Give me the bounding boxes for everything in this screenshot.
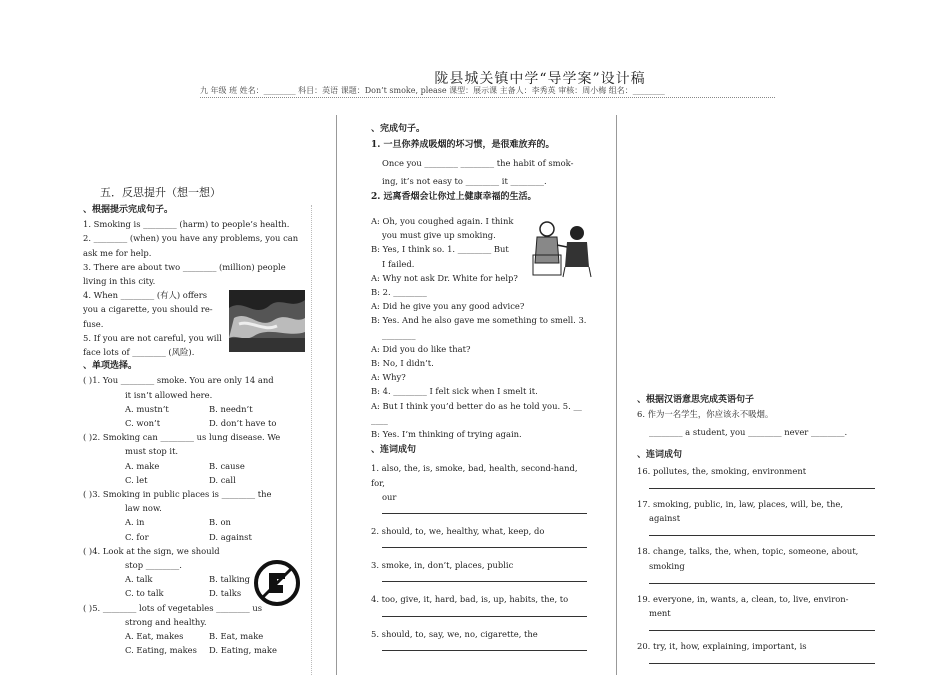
question-19-line1: 19. everyone, in, wants, a, clean, to, live, environ- (637, 593, 849, 604)
multiple-choice-heading: 、单项选择。 (83, 361, 138, 372)
column-divider-left-dotted (311, 205, 312, 675)
question-5-line2: face lots of ________ (风险). (83, 347, 195, 358)
answer-line[interactable] (382, 615, 587, 617)
mc-stem-cont: strong and healthy. (125, 616, 207, 627)
question-4-line1: 4. When ________ (有人) offers (83, 290, 208, 301)
translation-heading: 、根据汉语意思完成英语句子 (637, 395, 755, 405)
mc-stem: ( )2. Smoking can ________ us lung disease. We (83, 432, 281, 443)
option-b: B. Eat, make (209, 630, 264, 641)
right-column (637, 393, 877, 664)
question-19-line2: ment (649, 608, 671, 619)
dialogue-line: ________ (382, 329, 416, 340)
sentence-1-english-line2: ing, it’s not easy to ________ it ________. (382, 175, 547, 186)
option-d: D. don’t have to (209, 418, 277, 429)
question-18-line1: 18. change, talks, the, when, topic, someone, about, (637, 546, 859, 557)
question-4-line3: fuse. (83, 318, 104, 329)
answer-line[interactable] (382, 546, 587, 548)
answer-line[interactable] (382, 580, 587, 582)
mc-stem: ( )3. Smoking in public places is ________ the (83, 489, 272, 499)
dialogue-line: I failed. (382, 258, 415, 269)
sentence-1-english-line1: Once you ________ ________ the habit of smok- (382, 158, 574, 169)
dialogue-line: B: Yes, I think so. 1. ________ But (371, 244, 509, 255)
answer-line[interactable] (649, 534, 875, 536)
question-16: 16. pollutes, the, smoking, environment (637, 465, 807, 476)
header-info-line: 九 年级 班 姓名：________ 科目：英语 课题：Don’t smoke, please 课型：展示课 主备人：李秀英 审核：周小梅 组名：________ (200, 85, 775, 98)
dialogue-line: ____ (371, 414, 388, 425)
option-d: D. Eating, make (209, 645, 277, 656)
question-6-english: ________ a student, you ________ never ________. (649, 427, 848, 438)
option-b: B. cause (209, 460, 245, 471)
word-order-item-4: 4. too, give, it, hard, bad, is, up, habits, the, to (371, 594, 569, 605)
option-b: B. needn’t (209, 403, 253, 414)
option-a: A. in (125, 517, 145, 528)
mc-question-3 (83, 487, 307, 544)
dialogue-line: A: Why not ask Dr. White for help? (371, 272, 518, 283)
dialogue-line: A: Did he give you any good advice? (371, 301, 525, 312)
mc-stem: ( )1. You ________ smoke. You are only 14 and (83, 375, 274, 386)
dialogue-line: you must give up smoking. (382, 230, 496, 241)
dialogue-line: A: Why? (371, 372, 406, 383)
column-divider-right (616, 115, 617, 675)
word-order-item-1-cont: our (382, 491, 397, 502)
question-1: 1. Smoking is ________ (harm) to people’s health. (83, 219, 290, 230)
option-c: C. for (125, 531, 149, 542)
answer-line[interactable] (649, 582, 875, 584)
question-18-line2: smoking (649, 560, 685, 571)
mc-stem-cont: must stop it. (125, 446, 179, 457)
mc-question-1 (83, 373, 307, 430)
sentence-2-chinese: 2. 远离香烟会让你过上健康幸福的生活。 (371, 191, 537, 202)
answer-line[interactable] (649, 487, 875, 489)
option-b: B. talking (209, 574, 251, 585)
smoke-photo-image (229, 290, 305, 352)
word-order-heading-right: 、连词成句 (637, 449, 683, 460)
question-3-line1: 3. There are about two ________ (million) people (83, 261, 286, 272)
question-17-line2: against (649, 513, 681, 524)
option-d: D. talks (209, 588, 242, 599)
answer-line[interactable] (382, 649, 587, 651)
dialogue-line: A: But I think you’d better do as he told you. 5. __ (371, 400, 582, 411)
option-a: A. Eat, makes (125, 630, 184, 641)
mc-stem: ( )5. ________ lots of vegetables ________ us (83, 602, 263, 613)
sentence-1-chinese: 1. 一旦你养成吸烟的坏习惯，是很难放弃的。 (371, 140, 555, 151)
option-c: C. let (125, 474, 148, 485)
mc-stem-cont: stop ________. (125, 559, 182, 570)
option-c: C. won’t (125, 418, 161, 429)
question-6-chinese: 6. 作为一名学生，你应该永不吸烟。 (637, 409, 774, 420)
answer-line[interactable] (382, 512, 587, 514)
option-d: D. against (209, 531, 252, 542)
option-a: A. make (125, 460, 160, 471)
page-title: 陇县城关镇中学“导学案”设计稿 (434, 71, 646, 87)
question-5-line1: 5. If you are not careful, you will (83, 332, 222, 343)
question-4-line2: you a cigarette, you should re- (83, 304, 213, 315)
answer-line[interactable] (649, 629, 875, 631)
dialogue-line: A: Oh, you coughed again. I think (371, 216, 514, 227)
dialogue-line: B: 4. ________ I felt sick when I smelt it. (371, 386, 538, 397)
dialogue-line: B: No, I didn’t. (371, 358, 434, 369)
word-order-item-5: 5. should, to, say, we, no, cigarette, the (371, 628, 538, 639)
option-c: C. to talk (125, 588, 164, 599)
doctor-patient-illustration (527, 215, 595, 279)
column-divider-left (336, 115, 337, 675)
word-order-item-1: 1. also, the, is, smoke, bad, health, second-hand, for, (371, 463, 578, 488)
mc-stem-cont: it isn’t allowed here. (125, 389, 213, 400)
question-3-line2: living in this city. (83, 276, 156, 287)
question-2-line1: 2. ________ (when) you have any problems, you can (83, 233, 299, 244)
option-d: D. call (209, 474, 236, 485)
no-talking-sign-icon (253, 559, 301, 607)
option-a: A. mustn’t (125, 403, 169, 414)
dialogue-line: B: 2. ________ (371, 287, 427, 298)
fill-in-heading: 、根据提示完成句子。 (83, 205, 174, 215)
complete-sentence-heading: 、完成句子。 (371, 124, 426, 134)
word-order-heading: 、连词成句 (371, 445, 417, 456)
option-a: A. talk (125, 574, 153, 585)
option-b: B. on (209, 517, 231, 528)
question-17-line1: 17. smoking, public, in, law, places, will, be, the, (637, 499, 843, 510)
middle-column (371, 122, 593, 651)
dialogue-line: B: Yes. I’m thinking of trying again. (371, 429, 522, 440)
section-title: 五．反思提升（想一想） (100, 186, 221, 199)
dialogue-line: B: Yes. And he also gave me something to smell. 3. (371, 315, 587, 326)
mc-stem: ( )4. Look at the sign, we should (83, 545, 220, 556)
option-c: C. Eating, makes (125, 645, 197, 656)
dialogue-line: A: Did you do like that? (371, 343, 471, 354)
answer-line[interactable] (649, 662, 875, 664)
mc-question-2 (83, 430, 307, 487)
word-order-item-3: 3. smoke, in, don’t, places, public (371, 560, 514, 571)
mc-stem-cont: law now. (125, 503, 162, 514)
mc-question-5 (83, 601, 307, 658)
question-2-line2: ask me for help. (83, 247, 152, 258)
question-20: 20. try, it, how, explaining, important, is (637, 641, 807, 652)
word-order-item-2: 2. should, to, we, healthy, what, keep, do (371, 526, 545, 537)
